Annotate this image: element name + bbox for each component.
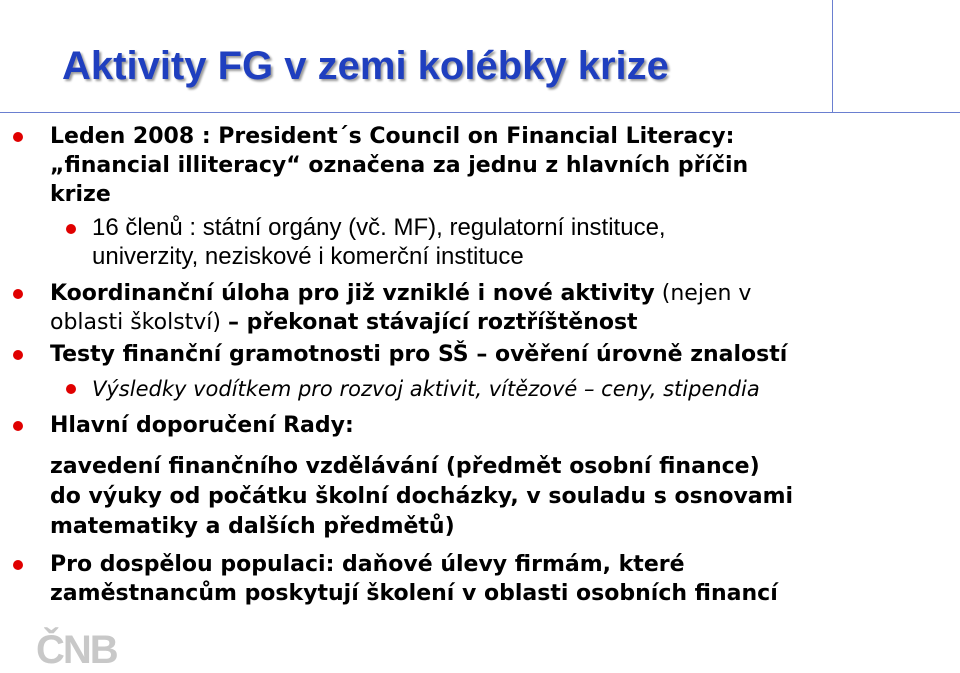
bullet-4-line-1: Hlavní doporučení Rady: (50, 413, 354, 438)
bullet-2-line-1-bold: Koordinanční úloha pro již vzniklé i nové aktivity (50, 281, 655, 306)
bullet-1-line-3: krize (50, 182, 111, 207)
bullet-3-dot (13, 350, 23, 360)
bullet-4-para-line-1: zavedení finančního vzdělávání (předmět osobní finance) (50, 454, 760, 479)
bullet-2-line-2 (50, 310, 638, 336)
bullet-1-dot (13, 132, 23, 142)
subbullet-1-line-1: 16 členů : státní orgány (vč. MF), regulatorní instituce, (92, 214, 666, 241)
bullet-4-dot (13, 421, 23, 431)
bullet-3-line-1: Testy finanční gramotnosti pro SŠ – ověření úrovně znalostí (50, 342, 788, 367)
subbullet-1-line-2: univerzity, neziskové i komerční instituce (92, 243, 524, 270)
subbullet-1-dot (66, 224, 76, 234)
bullet-1-line-2: „financial illiteracy“ označena za jednu z hlavních příčin (50, 153, 749, 178)
bullet-2-line-1 (50, 281, 751, 307)
bullet-4-para-line-3: matematiky a dalších předmětů) (50, 514, 455, 539)
bullet-4-para-line-2: do výuky od počátku školní docházky, v souladu s osnovami (50, 484, 794, 509)
subbullet-3-line-1: Výsledky vodítkem pro rozvoj aktivit, vítězové – ceny, stipendia (92, 377, 760, 401)
slide-title: Aktivity FG v zemi kolébky krize (62, 44, 669, 88)
cnb-logo: ČNB (36, 628, 117, 672)
bullet-2-line-2-bold: – překonat stávající roztříštěnost (228, 310, 638, 335)
title-divider-horizontal (0, 112, 960, 113)
bullet-2-line-2-normal: oblasti školství) (50, 310, 228, 335)
bullet-5-line-2: zaměstnancům poskytují školení v oblasti osobních financí (50, 581, 778, 606)
subbullet-3-dot (66, 384, 76, 394)
title-divider-vertical (832, 0, 833, 112)
bullet-1-line-1: Leden 2008 : President´s Council on Financial Literacy: (50, 124, 735, 149)
bullet-2-dot (13, 289, 23, 299)
bullet-2-line-1-normal: (nejen v (654, 281, 752, 306)
bullet-5-dot (13, 560, 23, 570)
bullet-5-line-1: Pro dospělou populaci: daňové úlevy firmám, které (50, 552, 685, 577)
